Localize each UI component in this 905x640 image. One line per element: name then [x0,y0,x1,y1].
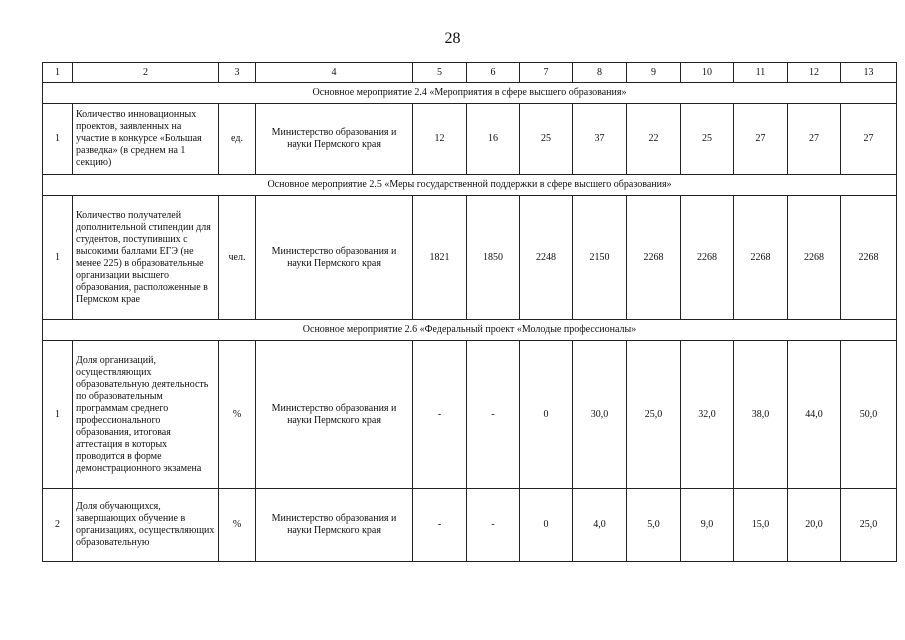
year-value: 44,0 [788,341,841,489]
indicator-name: Доля обучающихся, завершающих обучение в организациях, осуществляющих образовательную [73,489,219,562]
column-number: 13 [841,63,897,83]
year-value: 30,0 [573,341,627,489]
year-value: 1821 [413,196,467,320]
column-number: 2 [73,63,219,83]
year-value: 15,0 [734,489,788,562]
year-value: 2268 [788,196,841,320]
year-value: - [467,489,520,562]
year-value: 2268 [841,196,897,320]
column-number: 5 [413,63,467,83]
year-value: - [413,341,467,489]
table-row [43,489,897,562]
year-value: 38,0 [734,341,788,489]
year-value: - [467,341,520,489]
executor: Министерство образования и науки Пермского края [256,104,413,175]
year-value: 0 [520,489,573,562]
section-header-row [43,320,897,341]
column-number: 7 [520,63,573,83]
year-value: 27 [841,104,897,175]
year-value: 27 [734,104,788,175]
column-number: 9 [627,63,681,83]
unit-of-measure: % [219,341,256,489]
table-row [43,341,897,489]
column-number: 6 [467,63,520,83]
section-title: Основное мероприятие 2.6 «Федеральный проект «Молодые профессионалы» [43,320,897,341]
year-value: 20,0 [788,489,841,562]
indicator-name: Количество получателей дополнительной стипендии для студентов, поступивших с высокими баллами ЕГЭ (не менее 225) в образовательные организации высшего образования, расположенные в Пермском крае [73,196,219,320]
column-number: 8 [573,63,627,83]
section-title: Основное мероприятие 2.4 «Мероприятия в сфере высшего образования» [43,83,897,104]
year-value: 1850 [467,196,520,320]
year-value: 2248 [520,196,573,320]
table-row [43,196,897,320]
indicator-name: Доля организаций, осуществляющих образовательную деятельность по образовательным программам среднего профессионального образования, итоговая аттестация в которых проводится в форме демонстрационного экзамена [73,341,219,489]
year-value: 37 [573,104,627,175]
row-number: 1 [43,196,73,320]
table-row [43,104,897,175]
section-title: Основное мероприятие 2.5 «Меры государственной поддержки в сфере высшего образования» [43,175,897,196]
column-number: 11 [734,63,788,83]
year-value: 2268 [681,196,734,320]
year-value: 0 [520,341,573,489]
year-value: 25 [520,104,573,175]
year-value: 2150 [573,196,627,320]
year-value: 27 [788,104,841,175]
column-number: 10 [681,63,734,83]
year-value: 2268 [627,196,681,320]
year-value: 22 [627,104,681,175]
unit-of-measure: % [219,489,256,562]
row-number: 1 [43,341,73,489]
section-header-row [43,175,897,196]
year-value: 16 [467,104,520,175]
year-value: 9,0 [681,489,734,562]
column-number: 4 [256,63,413,83]
row-number: 1 [43,104,73,175]
page-number: 28 [444,30,461,47]
year-value: 2268 [734,196,788,320]
year-value: 25 [681,104,734,175]
year-value: - [413,489,467,562]
unit-of-measure: ед. [219,104,256,175]
year-value: 25,0 [841,489,897,562]
year-value: 12 [413,104,467,175]
year-value: 5,0 [627,489,681,562]
year-value: 32,0 [681,341,734,489]
executor: Министерство образования и науки Пермского края [256,489,413,562]
year-value: 4,0 [573,489,627,562]
row-number: 2 [43,489,73,562]
column-number: 1 [43,63,73,83]
indicator-name: Количество инновационных проектов, заявленных на участие в конкурсе «Большая разведка» (в среднем на 1 секцию) [73,104,219,175]
indicators-table [42,62,897,562]
section-header-row [43,83,897,104]
column-number: 3 [219,63,256,83]
year-value: 25,0 [627,341,681,489]
year-value: 50,0 [841,341,897,489]
executor: Министерство образования и науки Пермского края [256,341,413,489]
unit-of-measure: чел. [219,196,256,320]
executor: Министерство образования и науки Пермского края [256,196,413,320]
column-number-row [43,63,897,83]
column-number: 12 [788,63,841,83]
